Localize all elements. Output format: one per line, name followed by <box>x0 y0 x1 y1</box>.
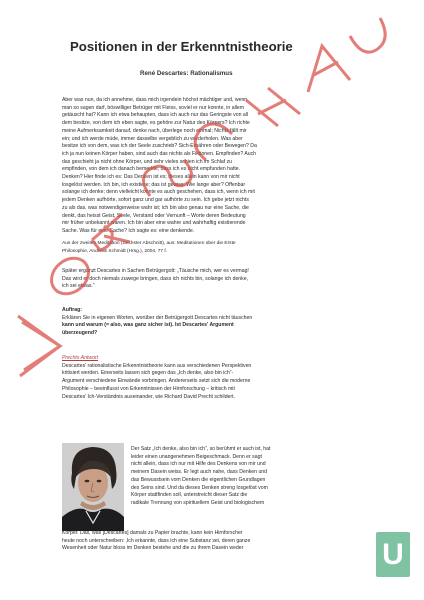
quote-line: Sache. Was für eine Sache? Ich sagte es: eine denkende. <box>62 227 195 234</box>
task-line: kann und warum (= also, was ganz sicher ist). Ist Descartes' Argument <box>62 322 234 329</box>
quote-line: dem besitze, von dem ich eben sagte, es gehöre zur Natur des Körpers? Ich richte <box>62 120 250 127</box>
answer-line: Philosophie – beeinflusst von Erkenntnissen der Hirnforschung – kritisch mit <box>62 385 235 392</box>
precht-line: radikale Trennung von spirituellem Geist und biologischem <box>131 499 265 506</box>
quote-line: jedem Denken aufhörte, sofort ganz und gar aufhörte zu sein. Ich gebe jetzt nichts <box>62 197 249 204</box>
task-heading: Auftrag: <box>62 307 82 313</box>
quote-line: solange ich denke; denn vielleicht könnte es auch geschehen, dass ich, wenn ich mit <box>62 189 255 196</box>
precht-text-full <box>62 530 368 553</box>
task-line: Erklären Sie in eigenen Worten, worüber der Betrügergott Descartes nicht täuschen <box>62 314 253 321</box>
answer-line: Argument verschiedene Einwände vorbringen. Andererseits setzt sich die moderne <box>62 378 251 385</box>
quote-line: denkt, das heisst Geist, Seele, Verstand oder Vernunft – Worte deren Bedeutung <box>62 212 246 219</box>
precht-line: das Bewusstsein vom Denken die eigentlichen Grundlagen <box>131 476 266 483</box>
brand-logo[interactable] <box>376 532 410 577</box>
quote-line: ein; und ich werde müde, immer dasselbe vergeblich zu wiederholen. Was aber <box>62 135 243 142</box>
precht-line: meinem Dasein weiss. Er legt auch nahe, dass Denken und <box>131 469 268 476</box>
quote-line: zu als das, was notwendigerweise wahr ist; ich bin also genau nur eine Sache, die <box>62 204 249 211</box>
quote-line: empfinden, von dem ich danach bemerkte, dass ich es nicht empfunden hatte. <box>62 166 241 173</box>
quote-line: losgelöst werden. Ich bin, ich existiere; das ist gewiss. Wie lange aber? Offenbar <box>62 181 246 188</box>
source-line: Philosophie, Andreas Schmidt (Hrsg.), 2004, 77 f. <box>62 248 168 254</box>
later-quote-line: ich sei etwas.“ <box>62 283 95 290</box>
quote-source <box>62 240 368 255</box>
task-block <box>62 307 368 338</box>
precht-line: des Seins sind. Und da dieses Denken streng losgelöst vom <box>131 484 268 491</box>
precht-line: Der Satz „Ich denke, also bin ich“, so berühmt er auch ist, hat <box>131 446 271 452</box>
precht-text-beside-photo <box>131 446 368 508</box>
answer-line: Descartes' rationalistische Erkenntnistheorie kann aus verschiedenen Perspektiven <box>62 362 252 369</box>
answer-line: kritisiert werden. Einerseits lassen sich gegen das „Ich denke, also bin ich“- <box>62 370 234 377</box>
quote-line: man so sagen darf, böswilliger Betrüger mit Fleiss, soviel er nur konnte, in allem <box>62 104 245 111</box>
precht-full-line: heute noch unterschreiben: ‚Ich erkannte, dass ich eine Substanz sei, deren ganze <box>62 537 251 544</box>
quote-line: Denken? Hier finde ich es: Das Denken ist es; dieses allein kann von mir nicht <box>62 174 240 181</box>
descartes-quote <box>62 97 368 236</box>
precht-line: leider einen unangenehmen Beigeschmack. Denn er sagt <box>131 453 262 460</box>
page-subtitle: René Descartes: Rationalismus <box>140 70 233 77</box>
later-quote <box>62 268 368 291</box>
answer-heading-link[interactable]: Prechts Antwort <box>62 355 99 361</box>
quote-line: getäuscht hat? Kann ich etwa behaupten, dass ich auch nur das Geringste von all <box>62 112 249 119</box>
precht-full-line: Körper. Das, was [Descartes] damals zu Papier brachte, kann kein Hirnforscher <box>62 530 243 536</box>
task-line: überzeugend? <box>62 330 98 337</box>
quote-line: Aber was nun, da ich annehme, dass mich irgendein höchst mächtiger und, wenn <box>62 97 248 103</box>
answer-line: Descartes' Ich-Verständnis auseinander, wie Richard David Precht schildert. <box>62 393 235 400</box>
logo-letter: U <box>382 538 404 571</box>
quote-line: mir früher unbekannt waren. Ich bin aber eine wahre und wahrhaftig existierende <box>62 220 246 227</box>
precht-portrait <box>62 443 124 531</box>
quote-line: meine Aufmerksamkeit darauf, denke nach, überlege noch einmal; Nichts fällt mir <box>62 127 247 134</box>
portrait-image <box>62 443 124 531</box>
source-line: Aus der zweiten Meditation (Sechster Abschnitt), aus: Meditationen über die Erste <box>62 241 236 246</box>
quote-line: besitze ich von dem, was ich der Seele zuschrieb? Sich-Ernähren oder Bewegen? Da <box>62 143 257 150</box>
page-title: Positionen in der Erkenntnistheorie <box>70 39 293 54</box>
later-quote-line: Später ergänzt Descartes in Sachen Betrügergott: „Täusche mich, wer es vermag! <box>62 268 249 274</box>
precht-line: Körper stattfinden soll, unterstreicht dieser Satz die <box>131 492 248 499</box>
precht-line: nicht allein, dass ich nur mit Hilfe des Denkens von mir und <box>131 461 266 468</box>
quote-line: ich ja nun keinen Körper haben, sind auch das nichts als Fiktionen. Empfinden? Auch <box>62 150 257 157</box>
precht-full-line: Wesenheit oder Natur bloss im Denken bestehe und die zu ihrem Dasein weder <box>62 545 244 552</box>
later-quote-line: Das wird er doch niemals zuwege bringen, dass ich nichts bin, solange ich denke, <box>62 275 249 282</box>
answer-block <box>62 355 368 401</box>
quote-line: das geschieht ja nicht ohne Körper, und sehr vieles schien ich im Schlaf zu <box>62 158 233 165</box>
